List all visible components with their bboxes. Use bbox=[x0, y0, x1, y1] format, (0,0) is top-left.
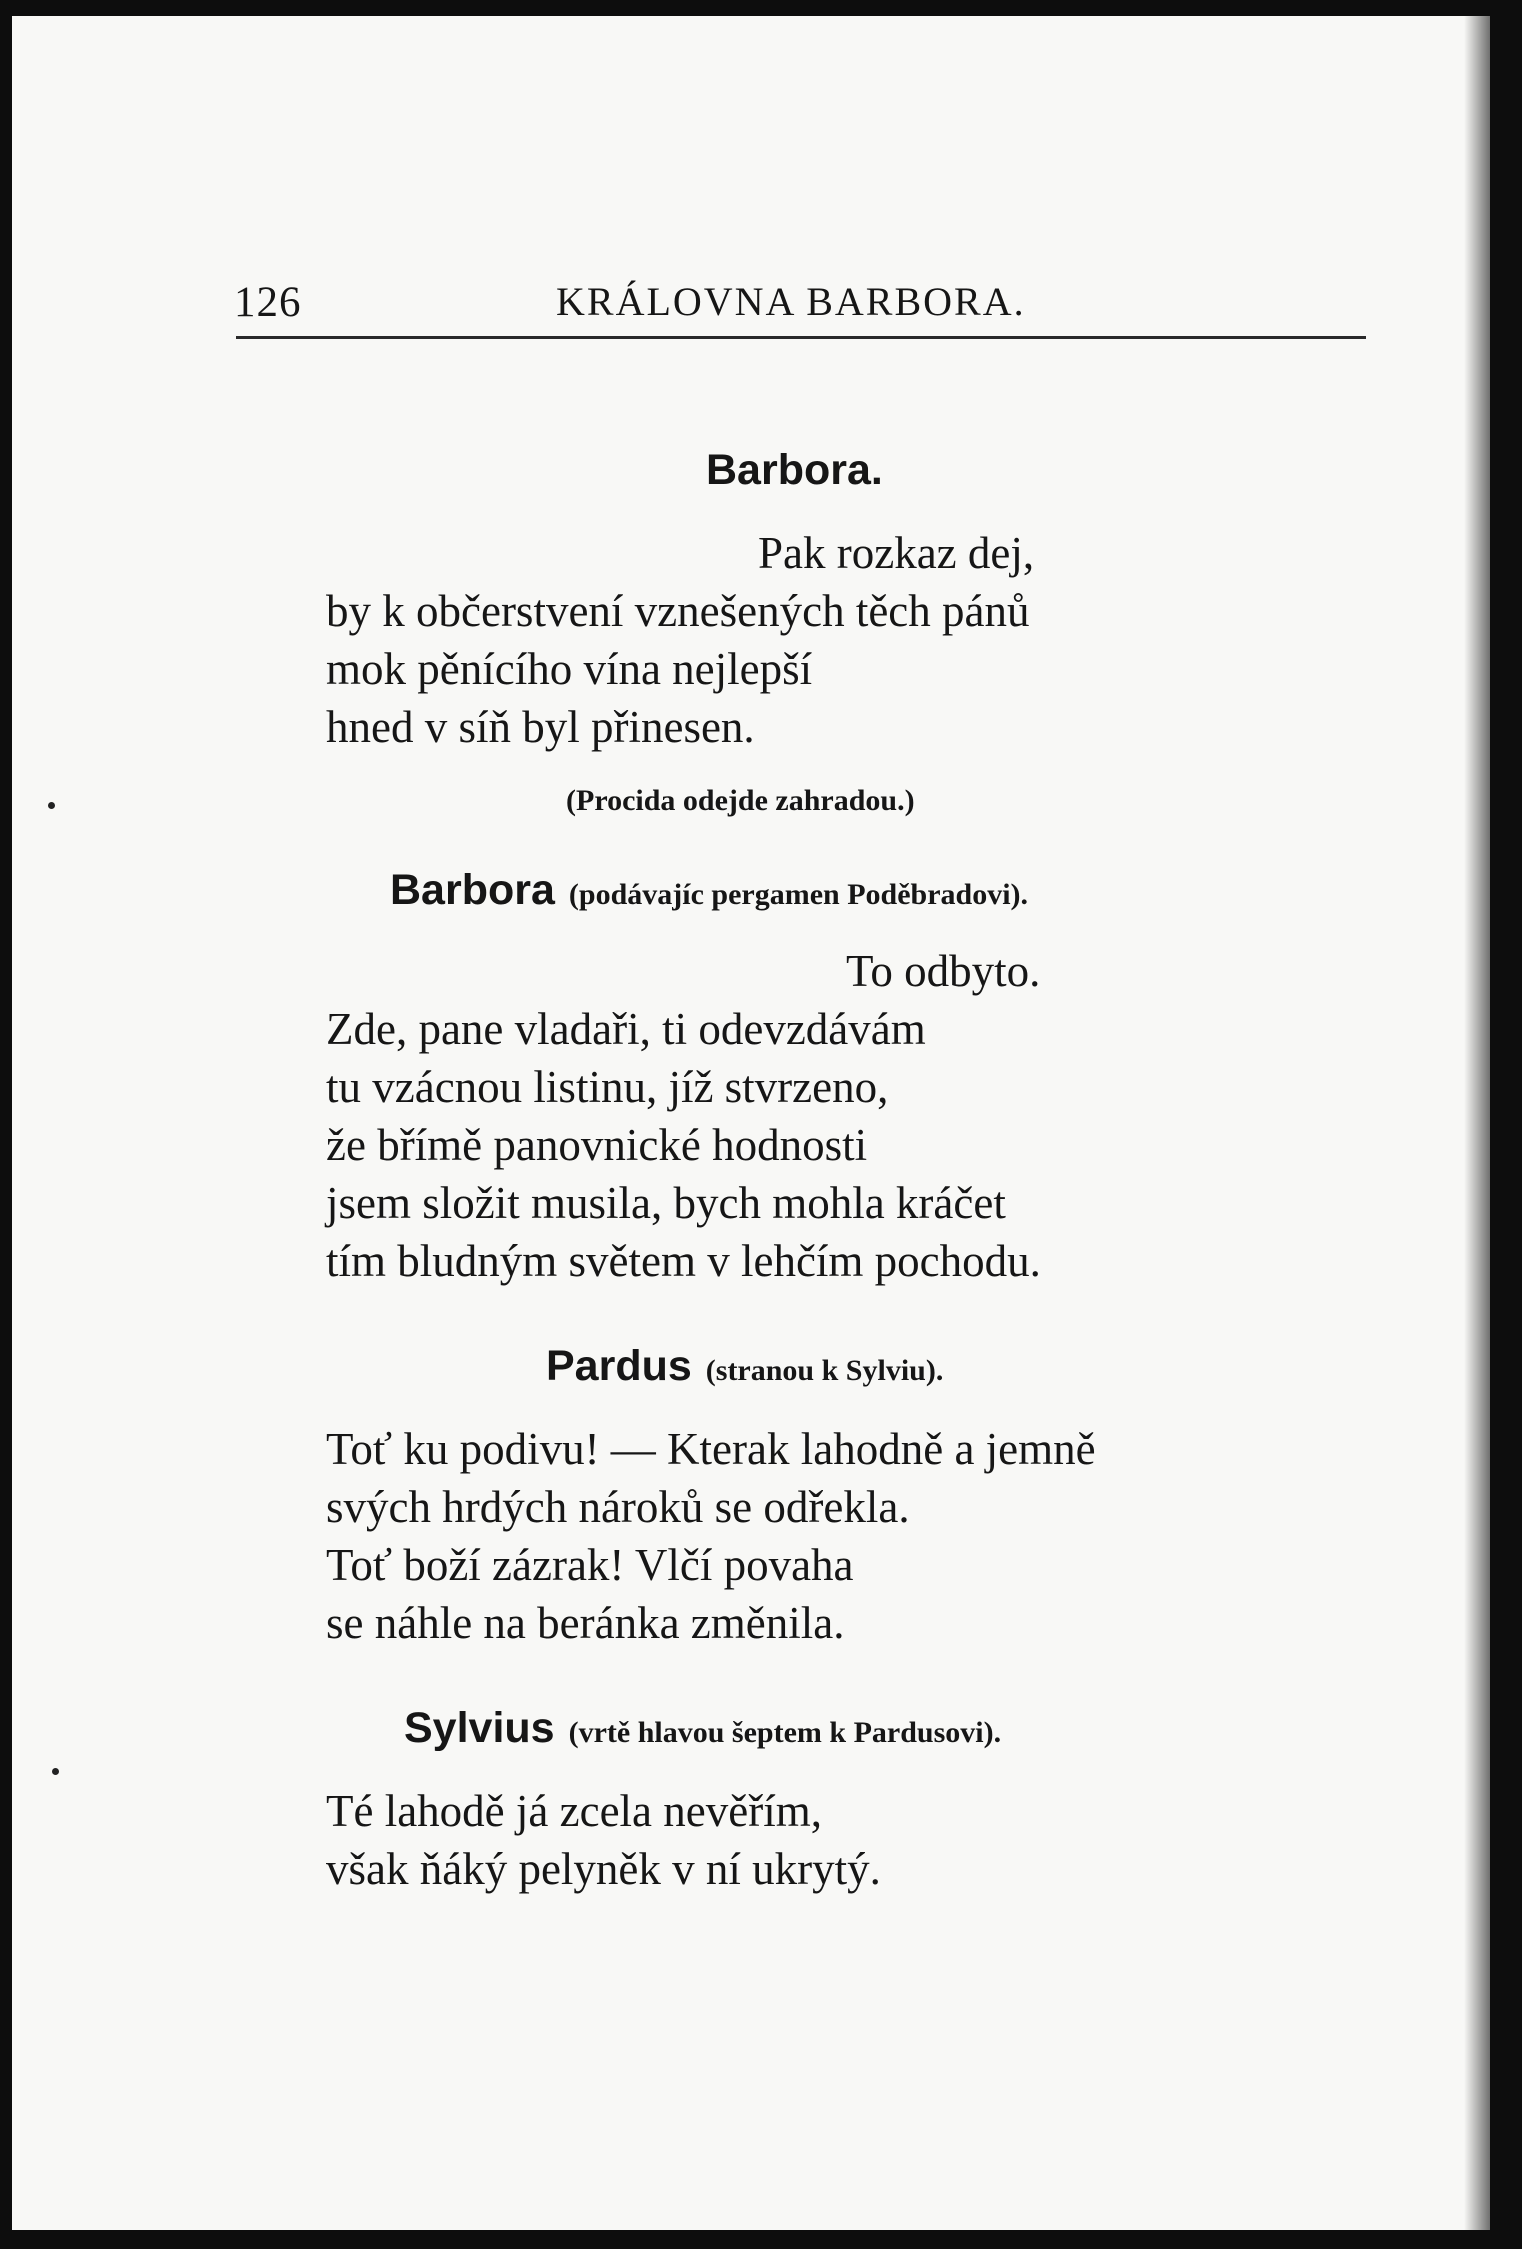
verse-line: že břímě panovnické hodnosti bbox=[326, 1120, 868, 1170]
verse-line: Zde, pane vladaři, ti odevzdávám bbox=[326, 1004, 926, 1054]
speaker-heading bbox=[546, 1342, 943, 1391]
speaker-heading bbox=[390, 866, 1028, 915]
speaker-name: Barbora. bbox=[706, 446, 883, 494]
speaker-direction: (stranou k Sylviu). bbox=[705, 1354, 944, 1387]
verse-line: mok pěnícího vína nejlepší bbox=[326, 644, 813, 694]
speaker-name: Barbora bbox=[390, 866, 555, 914]
running-header-title: KRÁLOVNA BARBORA. bbox=[556, 279, 1026, 324]
verse-line: Toť boží zázrak! Vlčí povaha bbox=[326, 1540, 854, 1590]
verse-line: hned v síň byl přinesen. bbox=[326, 702, 755, 752]
header-rule bbox=[236, 336, 1366, 339]
book-page bbox=[12, 16, 1490, 2230]
print-speck bbox=[52, 1768, 59, 1775]
print-speck bbox=[48, 802, 55, 809]
verse-line: Pak rozkaz dej, bbox=[758, 528, 1035, 578]
verse-line: Toť ku podivu! — Kterak lahodně a jemně bbox=[326, 1424, 1096, 1474]
speaker-direction: (podávajíc pergamen Poděbradovi). bbox=[568, 878, 1029, 911]
speaker-heading bbox=[706, 446, 883, 495]
page-number: 126 bbox=[234, 279, 302, 326]
verse-line: To odbyto. bbox=[846, 946, 1041, 996]
speaker-direction: (vrtě hlavou šeptem k Pardusovi). bbox=[568, 1716, 1002, 1749]
verse-line: tím bludným světem v lehčím pochodu. bbox=[326, 1236, 1041, 1286]
verse-line: Té lahodě já zcela nevěřím, bbox=[326, 1786, 822, 1836]
speaker-name: Sylvius bbox=[404, 1704, 555, 1752]
verse-line: jsem složit musila, bych mohla kráčet bbox=[326, 1178, 1006, 1228]
page-edge-shadow bbox=[1464, 16, 1490, 2230]
verse-block bbox=[326, 524, 1034, 756]
verse-line: by k občerstvení vznešených těch pánů bbox=[326, 586, 1030, 636]
verse-line: se náhle na beránka změnila. bbox=[326, 1598, 845, 1648]
verse-line: tu vzácnou listinu, jíž stvrzeno, bbox=[326, 1062, 889, 1112]
stage-direction: (Procida odejde zahradou.) bbox=[566, 784, 915, 817]
verse-block bbox=[326, 1420, 1096, 1652]
verse-block bbox=[326, 942, 1041, 1290]
speaker-heading bbox=[404, 1704, 1001, 1753]
verse-block bbox=[326, 1782, 881, 1898]
verse-line: však ňáký pelyněk v ní ukrytý. bbox=[326, 1844, 881, 1894]
speaker-name: Pardus bbox=[546, 1342, 692, 1390]
verse-line: svých hrdých nároků se odřekla. bbox=[326, 1482, 910, 1532]
